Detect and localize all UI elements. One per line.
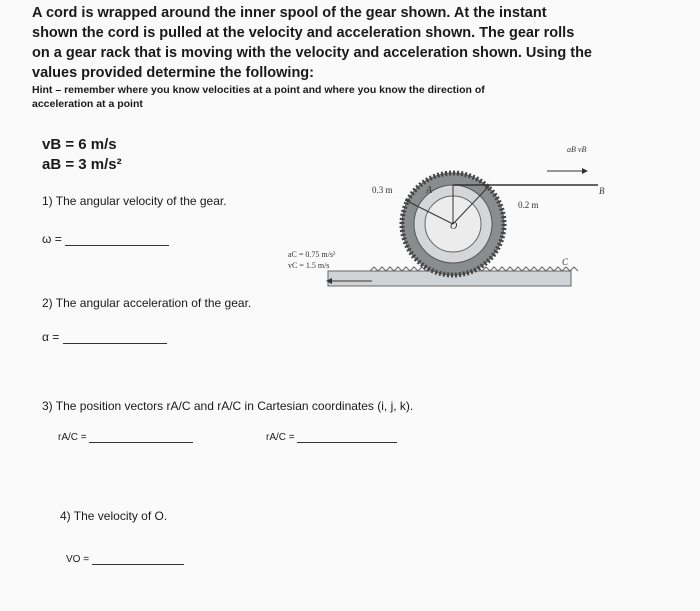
answer-3b-label: rA/C = [266, 432, 295, 443]
vb-arrowhead [582, 168, 588, 174]
question-3: 3) The position vectors rA/C and rA/C in Cartesian coordinates (i, j, k). [42, 399, 414, 413]
question-1: 1) The angular velocity of the gear. [42, 194, 227, 208]
label-point-c: C [562, 257, 569, 267]
hint-line-2: acceleration at a point [32, 98, 143, 110]
problem-line-1: A cord is wrapped around the inner spool of the gear shown. At the instant [32, 5, 547, 21]
answer-4-label: VO = [66, 554, 90, 565]
label-ac: aC = 0.75 m/s² [288, 250, 336, 259]
problem-line-3: on a gear rack that is moving with the velocity and acceleration shown. Using the [32, 45, 592, 61]
label-vc: vC = 1.5 m/s [288, 261, 330, 270]
label-inner-radius: 0.2 m [518, 200, 539, 210]
label-outer-radius: 0.3 m [372, 185, 393, 195]
question-4: 4) The velocity of O. [60, 509, 168, 523]
label-point-b: B [599, 186, 605, 196]
given-vb: vB = 6 m/s [42, 136, 117, 153]
given-ab: aB = 3 m/s² [42, 156, 122, 173]
hint-line-1: Hint – remember where you know velocities at a point and where you know the direction of [32, 84, 485, 96]
label-ab-vb: aB vB [567, 145, 587, 154]
answer-3a-label: rA/C = [58, 432, 87, 443]
problem-line-4: values provided determine the following: [32, 65, 314, 81]
answer-2-label: α = [42, 330, 60, 344]
label-point-a: A [426, 185, 433, 196]
question-2: 2) The angular acceleration of the gear. [42, 296, 252, 310]
answer-1-label: ω = [42, 232, 62, 246]
problem-line-2: shown the cord is pulled at the velocity and acceleration shown. The gear rolls [32, 25, 575, 41]
label-point-o: O [450, 221, 458, 232]
